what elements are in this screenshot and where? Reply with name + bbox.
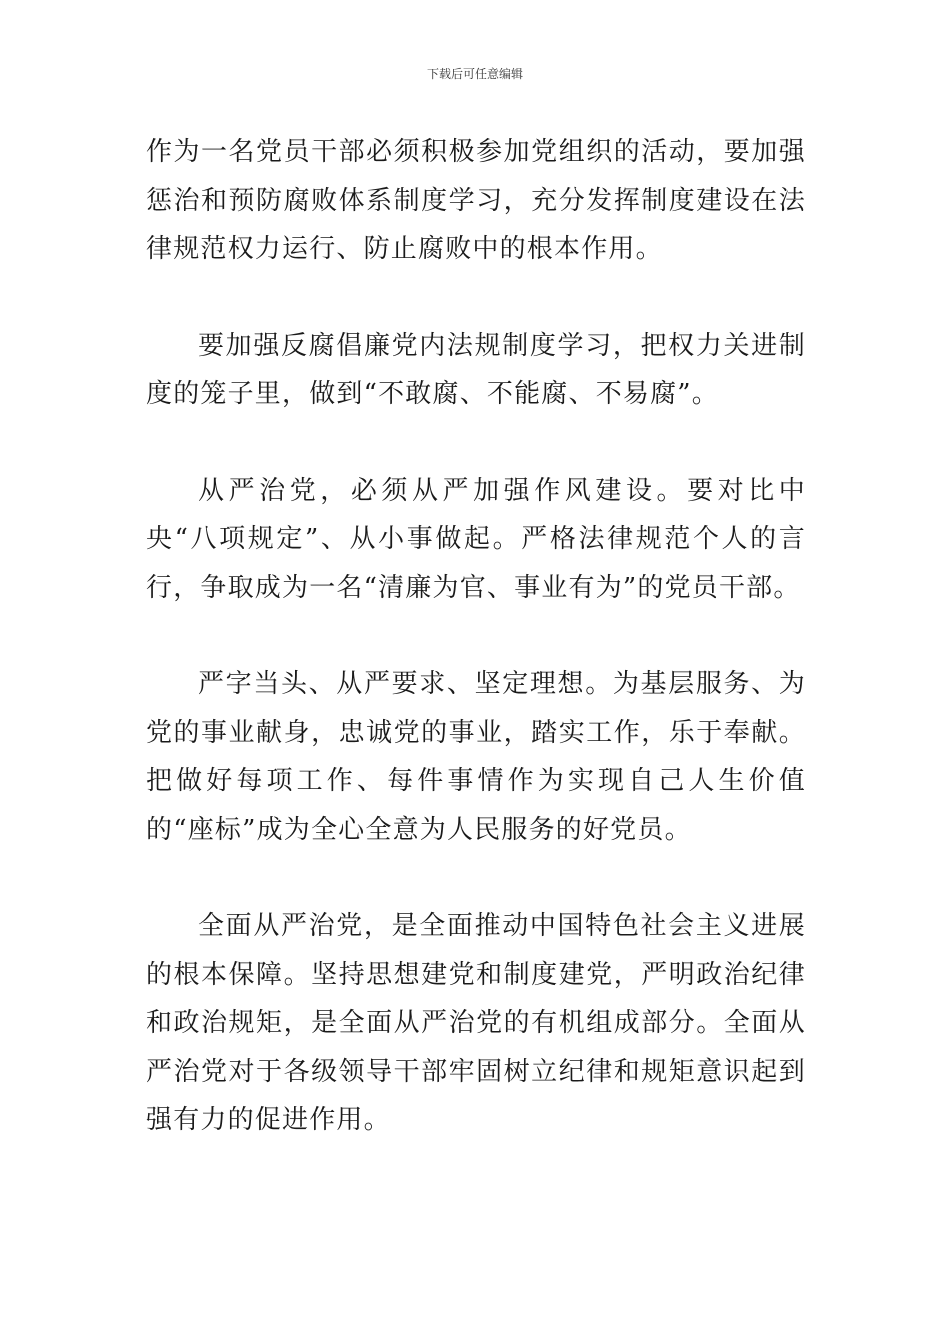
paragraph-2: 要加强反腐倡廉党内法规制度学习，把权力关进制度的笼子里，做到“不敢腐、不能腐、不易腐”。 bbox=[146, 330, 806, 409]
paragraph-4: 严字当头、从严要求、坚定理想。为基层服务、为党的事业献身，忠诚党的事业，踏实工作，乐于奉献。把做好每项工作、每件事情作为实现自己人生价值的“座标”成为全心全意为人民服务的好党员。 bbox=[146, 669, 806, 845]
paragraph-1: 作为一名党员干部必须积极参加党组织的活动，要加强惩治和预防腐败体系制度学习，充分发挥制度建设在法律规范权力运行、防止腐败中的根本作用。 bbox=[146, 137, 806, 264]
document-body bbox=[146, 128, 806, 1193]
paragraph-5: 全面从严治党，是全面推动中国特色社会主义进展的根本保障。坚持思想建党和制度建党，严明政治纪律和政治规矩，是全面从严治党的有机组成部分。全面从严治党对于各级领导干部牢固树立纪律和规矩意识起到强有力的促进作用。 bbox=[146, 911, 806, 1135]
paragraph-3: 从严治党，必须从严加强作风建设。要对比中央“八项规定”、从小事做起。严格法律规范个人的言行，争取成为一名“清廉为官、事业有为”的党员干部。 bbox=[146, 475, 806, 603]
header-note: 下载后可任意编辑 bbox=[426, 67, 523, 81]
